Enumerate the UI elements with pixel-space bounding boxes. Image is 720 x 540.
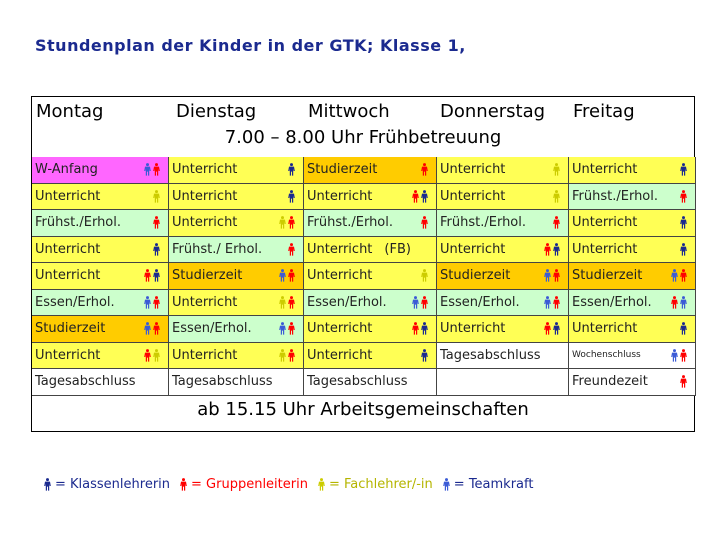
staff-icons	[288, 157, 295, 183]
staff-icons	[680, 237, 687, 263]
person-icon-G	[553, 296, 560, 309]
staff-icons	[412, 184, 428, 210]
person-icon-G	[153, 322, 160, 335]
cell-label: Frühst./Erhol.	[35, 215, 122, 231]
cell-label: Unterricht	[572, 215, 638, 231]
person-icon-T	[443, 478, 450, 491]
staff-icons	[671, 343, 687, 369]
early-care-banner: 7.00 – 8.00 Uhr Frühbetreuung	[224, 127, 502, 148]
staff-icons	[671, 290, 687, 316]
staff-icons	[144, 263, 160, 289]
staff-icons	[680, 210, 687, 236]
staff-icons	[153, 237, 160, 263]
schedule-cell	[437, 263, 569, 290]
person-icon-G	[553, 269, 560, 282]
legend	[44, 477, 543, 492]
schedule-cell	[437, 157, 569, 184]
schedule-cell	[32, 184, 169, 211]
staff-icons	[421, 263, 428, 289]
schedule-cell	[304, 343, 437, 370]
staff-icons	[544, 237, 560, 263]
person-icon-F	[553, 190, 560, 203]
schedule-cell	[32, 316, 169, 343]
schedule-cell	[569, 237, 696, 264]
staff-icons	[412, 316, 428, 342]
person-icon-K	[288, 163, 295, 176]
cell-label: Unterricht	[440, 241, 506, 257]
schedule-cell	[169, 290, 304, 317]
staff-icons	[553, 184, 560, 210]
cell-label: Tagesabschluss	[307, 374, 408, 390]
schedule-grid	[32, 157, 694, 396]
person-icon-K	[421, 322, 428, 335]
person-icon-T	[412, 296, 419, 309]
person-icon-K	[421, 190, 428, 203]
staff-icons	[144, 157, 160, 183]
cell-label: Studierzeit	[572, 268, 643, 284]
cell-label: Wochenschluss	[572, 350, 641, 361]
person-icon-T	[671, 269, 678, 282]
staff-icons	[153, 210, 160, 236]
schedule-cell	[437, 237, 569, 264]
person-icon-G	[153, 296, 160, 309]
cell-label: Essen/Erhol.	[307, 294, 387, 310]
schedule-cell	[32, 290, 169, 317]
cell-label: Tagesabschluss	[172, 374, 273, 390]
staff-icons	[544, 263, 560, 289]
page-title: Stundenplan der Kinder in der GTK; Klasse 1,	[35, 36, 466, 55]
person-icon-F	[553, 163, 560, 176]
schedule-cell	[304, 369, 437, 396]
cell-label: Unterricht	[440, 188, 506, 204]
cell-label: Unterricht	[307, 241, 373, 257]
afternoon-activities-banner: ab 15.15 Uhr Arbeitsgemeinschaften	[197, 399, 529, 420]
cell-label: Essen/Erhol.	[172, 321, 252, 337]
person-icon-G	[544, 322, 551, 335]
person-icon-G	[288, 322, 295, 335]
person-icon-K	[421, 349, 428, 362]
day-header-tuesday: Dienstag	[176, 101, 257, 122]
cell-label: Unterricht	[307, 321, 373, 337]
staff-icons	[144, 316, 160, 342]
person-icon-F	[421, 269, 428, 282]
staff-icons	[421, 343, 428, 369]
staff-icons	[544, 316, 560, 342]
timetable	[31, 96, 695, 432]
schedule-cell	[304, 210, 437, 237]
person-icon-T	[680, 296, 687, 309]
staff-icons	[279, 316, 295, 342]
cell-label: Frühst./ Erhol.	[172, 241, 263, 257]
cell-label: Studierzeit	[440, 268, 511, 284]
person-icon-T	[144, 296, 151, 309]
schedule-cell	[169, 343, 304, 370]
person-icon-G	[180, 478, 187, 491]
schedule-cell	[304, 157, 437, 184]
person-icon-K	[680, 163, 687, 176]
person-icon-K	[680, 216, 687, 229]
person-icon-G	[412, 190, 419, 203]
staff-icons	[680, 369, 687, 395]
person-icon-F	[279, 349, 286, 362]
person-icon-G	[680, 349, 687, 362]
cell-label: Studierzeit	[307, 162, 378, 178]
schedule-cell	[169, 263, 304, 290]
staff-icons	[288, 237, 295, 263]
schedule-cell	[304, 184, 437, 211]
person-icon-K	[680, 243, 687, 256]
day-header-monday: Montag	[36, 101, 104, 122]
schedule-cell	[304, 316, 437, 343]
person-icon-T	[144, 322, 151, 335]
person-icon-G	[144, 269, 151, 282]
staff-icons	[279, 290, 295, 316]
schedule-cell	[304, 290, 437, 317]
day-header-thursday: Donnerstag	[440, 101, 546, 122]
schedule-cell	[569, 343, 696, 370]
person-icon-K	[44, 478, 51, 491]
legend-item	[318, 477, 433, 492]
schedule-cell	[169, 369, 304, 396]
person-icon-G	[680, 190, 687, 203]
staff-icons	[680, 316, 687, 342]
schedule-cell	[169, 237, 304, 264]
person-icon-F	[279, 216, 286, 229]
schedule-cell	[169, 184, 304, 211]
schedule-cell	[437, 184, 569, 211]
person-icon-F	[153, 190, 160, 203]
schedule-cell	[32, 343, 169, 370]
person-icon-G	[288, 269, 295, 282]
schedule-cell	[569, 157, 696, 184]
person-icon-K	[553, 322, 560, 335]
person-icon-T	[279, 269, 286, 282]
staff-icons	[144, 343, 160, 369]
person-icon-G	[671, 296, 678, 309]
person-icon-F	[153, 349, 160, 362]
schedule-cell	[569, 184, 696, 211]
schedule-cell	[437, 210, 569, 237]
legend-item	[443, 477, 534, 492]
cell-label: Unterricht	[172, 294, 238, 310]
staff-icons	[288, 184, 295, 210]
staff-icons	[671, 263, 687, 289]
cell-label: Unterricht	[35, 347, 101, 363]
schedule-cell	[569, 210, 696, 237]
schedule-cell	[569, 369, 696, 396]
person-icon-T	[279, 322, 286, 335]
person-icon-T	[671, 349, 678, 362]
person-icon-T	[544, 296, 551, 309]
person-icon-F	[318, 478, 325, 491]
person-icon-K	[553, 243, 560, 256]
staff-icons	[421, 157, 428, 183]
cell-label: Studierzeit	[172, 268, 243, 284]
staff-icons	[553, 157, 560, 183]
person-icon-G	[288, 296, 295, 309]
person-icon-G	[288, 216, 295, 229]
cell-label: Tagesabschluss	[35, 374, 136, 390]
day-header-friday: Freitag	[573, 101, 635, 122]
cell-label: Unterricht	[172, 162, 238, 178]
schedule-cell	[32, 157, 169, 184]
person-icon-K	[288, 190, 295, 203]
schedule-cell	[169, 316, 304, 343]
cell-extra-label: (FB)	[384, 241, 411, 257]
legend-label: = Klassenlehrerin	[55, 477, 171, 492]
person-icon-K	[680, 322, 687, 335]
staff-icons	[680, 157, 687, 183]
schedule-cell	[304, 237, 437, 264]
cell-label: Freundezeit	[572, 374, 648, 390]
schedule-cell	[32, 263, 169, 290]
legend-label: = Teamkraft	[453, 477, 534, 492]
person-icon-G	[421, 296, 428, 309]
staff-icons	[279, 343, 295, 369]
cell-label: Studierzeit	[35, 321, 106, 337]
staff-icons	[279, 210, 295, 236]
staff-icons	[421, 210, 428, 236]
person-icon-G	[288, 349, 295, 362]
schedule-cell	[304, 263, 437, 290]
person-icon-G	[421, 163, 428, 176]
cell-label: Unterricht	[307, 347, 373, 363]
staff-icons	[544, 290, 560, 316]
person-icon-K	[153, 243, 160, 256]
staff-icons	[144, 290, 160, 316]
day-header-wednesday: Mittwoch	[308, 101, 390, 122]
person-icon-G	[153, 163, 160, 176]
schedule-cell	[32, 369, 169, 396]
cell-label: Unterricht	[572, 241, 638, 257]
staff-icons	[680, 184, 687, 210]
schedule-cell	[169, 157, 304, 184]
cell-label: Unterricht	[440, 321, 506, 337]
schedule-cell	[437, 316, 569, 343]
cell-label: Unterricht	[172, 215, 238, 231]
person-icon-F	[279, 296, 286, 309]
cell-label: Frühst./Erhol.	[307, 215, 394, 231]
legend-item	[44, 477, 170, 492]
cell-label: Essen/Erhol.	[440, 294, 520, 310]
cell-label: Unterricht	[572, 162, 638, 178]
staff-icons	[279, 263, 295, 289]
schedule-cell	[569, 316, 696, 343]
cell-label: Essen/Erhol.	[572, 294, 652, 310]
person-icon-G	[680, 269, 687, 282]
schedule-cell	[169, 210, 304, 237]
schedule-cell	[437, 369, 569, 396]
person-icon-G	[553, 216, 560, 229]
staff-icons	[412, 290, 428, 316]
cell-label: Unterricht	[35, 241, 101, 257]
cell-label: Unterricht	[172, 188, 238, 204]
cell-label: Unterricht	[572, 321, 638, 337]
person-icon-G	[412, 322, 419, 335]
cell-label: Essen/Erhol.	[35, 294, 115, 310]
cell-label: Frühst./Erhol.	[572, 188, 659, 204]
schedule-cell	[569, 290, 696, 317]
cell-label: Unterricht	[35, 188, 101, 204]
day-header-row	[32, 97, 694, 127]
person-icon-G	[288, 243, 295, 256]
schedule-cell	[32, 237, 169, 264]
schedule-cell	[32, 210, 169, 237]
cell-label: W-Anfang	[35, 162, 98, 178]
cell-label: Unterricht	[440, 162, 506, 178]
staff-icons	[153, 184, 160, 210]
legend-label: = Fachlehrer/-in	[328, 477, 433, 492]
person-icon-G	[544, 243, 551, 256]
schedule-cell	[437, 290, 569, 317]
person-icon-G	[144, 349, 151, 362]
person-icon-T	[144, 163, 151, 176]
legend-item	[180, 477, 308, 492]
cell-label: Frühst./Erhol.	[440, 215, 527, 231]
cell-label: Unterricht	[35, 268, 101, 284]
cell-label: Tagesabschluss	[440, 347, 541, 363]
cell-label: Unterricht	[307, 268, 373, 284]
staff-icons	[553, 210, 560, 236]
legend-label: = Gruppenleiterin	[191, 477, 308, 492]
cell-label: Unterricht	[172, 347, 238, 363]
person-icon-G	[153, 216, 160, 229]
person-icon-G	[680, 375, 687, 388]
person-icon-K	[153, 269, 160, 282]
schedule-cell	[437, 343, 569, 370]
person-icon-G	[421, 216, 428, 229]
person-icon-T	[544, 269, 551, 282]
cell-label: Unterricht	[307, 188, 373, 204]
schedule-cell	[569, 263, 696, 290]
